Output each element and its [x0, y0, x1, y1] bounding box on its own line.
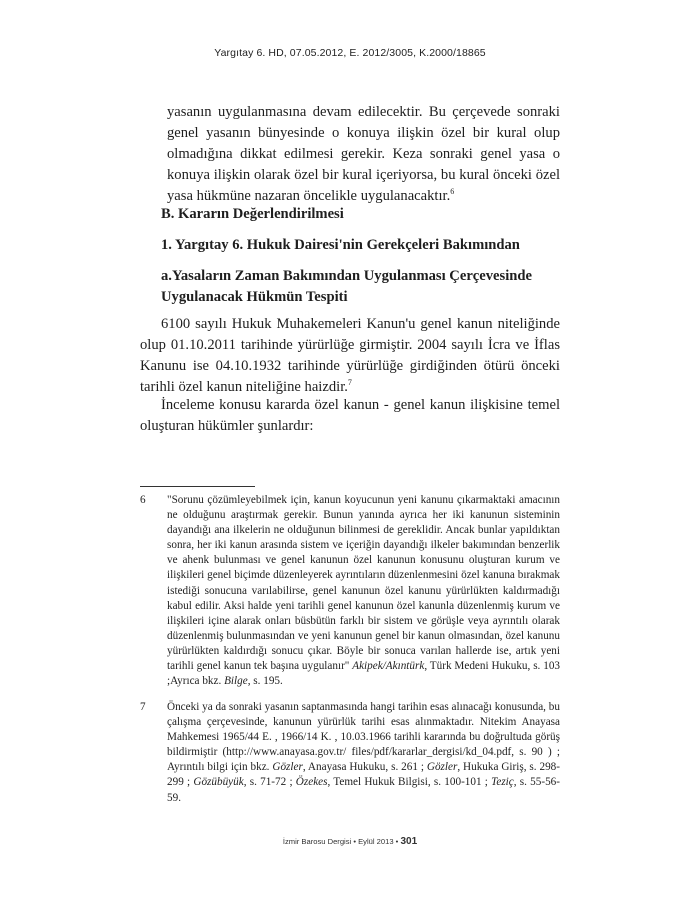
- footnote-6: [140, 493, 560, 689]
- footnote-7-source-e: , s. 55-56-59.: [167, 776, 560, 804]
- footnote-7-author-c: Gözübüyük: [193, 776, 244, 789]
- footnote-7: [140, 700, 560, 806]
- footnote-7-author-a: Gözler: [272, 761, 303, 774]
- body-paragraph-2: İnceleme konusu kararda özel kanun - genel kanun ilişkisine temel oluşturan hükümler şunlardır:: [140, 397, 560, 434]
- heading-b: B. Kararın Değerlendirilmesi: [161, 206, 344, 222]
- footnote-6-end: , s. 195.: [247, 675, 283, 688]
- footnote-reference-7[interactable]: 7: [347, 378, 352, 388]
- footnote-7-source-b: , Hukuka Giriş, s. 298-299 ;: [167, 761, 560, 789]
- quoted-paragraph: [167, 102, 560, 207]
- footnote-text: [167, 493, 560, 689]
- footnote-number: 6: [140, 494, 146, 506]
- footnote-7-author-e: Teziç: [491, 776, 514, 789]
- footnote-number: 7: [140, 701, 146, 713]
- footnote-separator: [140, 486, 255, 487]
- heading-a: a.Yasaların Zaman Bakımından Uygulanması Çerçevesinde Uygulanacak Hükmün Tespiti: [161, 268, 532, 305]
- footnote-7-author-b: Gözler: [426, 761, 458, 774]
- footnote-6-body: "Sorunu çözümleyebilmek için, kanun koyucunun yeni kanunu çıkarmaktaki amacının ne olduğunu araştırmak gerekir. Bunun yanında ayrıca her iki kanunun sisteminin dayandığı ana ilkelerin ne olduğunun bilinmesi de gereklidir. Ancak bunlar yapıldıktan sonra, her iki kanun arasında sistem ve içeriğin dayandığı ilkeler bakımından benzerlik ve ahenk bulunması ve genel kanunun özel kanunun konusunu oluşturan kurum ve ilişkileri genel biçimde düzenleyerek ayrıntıların düzenlenmesini özel kanuna bırakmak istediği sonucuna varılabilirse, genel kanunun özel kanunu yürürlükten kaldırmadığı kabul edilir. Aksi halde yeni tarihli genel kanunun özel kanunla düzenlenmiş kurum ve ilişkileri içine alarak onları büsbütün farklı bir sistem ve görüşle veya ayrıntılı olarak düzenlenmiş bulunmasından ve yeni kanunun genel bir kanun olmasından, özel kanunu yürürlükten kaldırdığı sonucu çıkar. Böyle bir sonuca varılan hallerde ise, artık yeni tarihli genel kanun tek başına uygulanır": [167, 494, 560, 673]
- quote-text: yasanın uygulanmasına devam edilecektir. Bu çerçevede sonraki genel yasanın bünyesinde o konuya ilişkin özel bir kural olup olmadığına dikkat edilmesi gerekir. Keza sonraki genel yasa o konuya ilişkin olarak özel bir kural içeriyorsa, bu kural önceki özel yasa hükmüne nazaran öncelikle uygulanacaktır.: [167, 104, 560, 204]
- footnote-7-body: Önceki ya da sonraki yasanın saptanmasında hangi tarihin esas alınacağı konusunda, bu çalışma çerçevesinde, kanunun yürürlük tarihi esas alınmaktadır. Nitekim Anayasa Mahkemesi 1965/44 E. , 1966/14 K. , 10.03.1966 tarihli kararında bu doğrultuda görüş bildirmiştir (http://www.anayasa.gov.tr/ files/pdf/kararlar_dergisi/kd_04.pdf, s. 90 ) ; Ayrıntılı bilgi için bkz.: [167, 701, 560, 774]
- paragraph-1-text: 6100 sayılı Hukuk Muhakemeleri Kanun'u genel kanun niteliğinde olup 01.10.2011 tarihinde yürürlüğe girmiştir. 2004 sayılı İcra ve İflas Kanunu ise 04.10.1932 tarihinde yürürlüğe girdiğinden ötürü önceki tarihli özel kanun niteliğine haizdir.: [140, 316, 560, 395]
- footnote-6-author: Akipek/Akıntürk: [352, 660, 425, 673]
- footnote-7-source-c: , s. 71-72 ;: [243, 776, 296, 789]
- footnote-7-source-d: , Temel Hukuk Bilgisi, s. 100-101 ;: [327, 776, 492, 789]
- footnote-7-author-d: Özekes: [295, 776, 328, 789]
- footnote-6-author-2: Bilge: [224, 675, 248, 688]
- body-paragraph-1: [140, 314, 560, 398]
- footnote-text: [167, 700, 560, 806]
- footnote-6-source: , Türk Medeni Hukuku, s. 103 ;Ayrıca bkz.: [167, 660, 561, 688]
- footnote-reference-6[interactable]: 6: [450, 187, 455, 197]
- footnote-7-source-a: , Anayasa Hukuku, s. 261 ;: [302, 761, 427, 774]
- page-number: 301: [400, 836, 418, 847]
- heading-1: 1. Yargıtay 6. Hukuk Dairesi'nin Gerekçeleri Bakımından: [161, 237, 520, 253]
- journal-name: İzmir Barosu Dergisi • Eylül 2013 •: [282, 837, 399, 846]
- running-head: Yargıtay 6. HD, 07.05.2012, E. 2012/3005, K.2000/18865: [214, 47, 486, 59]
- page-footer: [0, 836, 700, 847]
